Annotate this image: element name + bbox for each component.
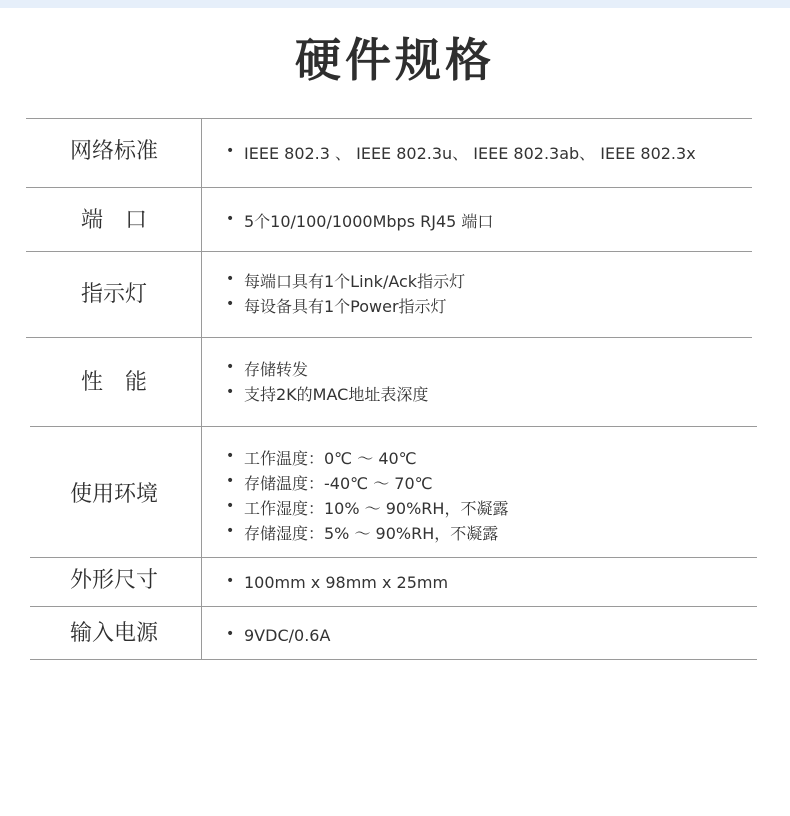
bullet-icon: • [226, 358, 235, 375]
bullet-icon: • [226, 497, 235, 514]
spec-value-text: 支持2K的MAC地址表深度 [244, 385, 429, 404]
spec-value-text: IEEE 802.3 、 IEEE 802.3u、 IEEE 802.3ab、 IEEE 802.3x [244, 144, 696, 163]
bullet-icon: • [226, 625, 235, 642]
spec-label: 指示灯 [80, 282, 147, 307]
spec-value-text: 5个10/100/1000Mbps RJ45 端口 [244, 212, 494, 231]
bullet-icon: • [226, 210, 235, 227]
spec-value-text: 存储温度：-40℃ ～ 70℃ [244, 474, 433, 493]
spec-value-item [226, 470, 508, 495]
row-divider [26, 251, 752, 252]
spec-value-text: 100mm x 98mm x 25mm [244, 573, 449, 592]
spec-label: 网络标准 [69, 139, 158, 164]
row-divider [26, 337, 752, 338]
spec-value-item [226, 570, 448, 595]
spec-values [226, 570, 448, 595]
spec-value-text: 存储转发 [244, 360, 309, 379]
spec-value-text: 存储湿度：5% ～ 90%RH，不凝露 [244, 524, 499, 543]
row-divider [26, 118, 752, 119]
spec-label: 使用环境 [69, 482, 158, 507]
bullet-icon: • [226, 142, 235, 159]
spec-values [226, 140, 696, 165]
spec-value-item [226, 293, 465, 318]
spec-value-item [226, 268, 465, 293]
page-title: 硬件规格 [295, 33, 495, 87]
bullet-icon: • [226, 383, 235, 400]
bullet-icon: • [226, 447, 235, 464]
spec-label: 输入电源 [69, 621, 158, 646]
spec-values [226, 208, 493, 233]
spec-values [226, 623, 330, 648]
spec-label: 性 能 [80, 370, 147, 395]
spec-label: 端 口 [80, 208, 147, 233]
spec-value-item [226, 140, 696, 165]
spec-value-text: 工作温度：0℃ ～ 40℃ [244, 449, 417, 468]
spec-value-item [226, 520, 508, 545]
spec-value-item [226, 445, 508, 470]
row-divider [30, 606, 757, 607]
spec-value-text: 每端口具有1个Link/Ack指示灯 [244, 272, 466, 291]
top-accent-bar [0, 0, 790, 8]
row-divider [30, 557, 757, 558]
spec-value-item [226, 208, 493, 233]
spec-value-item [226, 381, 428, 406]
spec-value-item [226, 495, 508, 520]
spec-value-item [226, 623, 330, 648]
spec-values [226, 268, 465, 318]
bullet-icon: • [226, 522, 235, 539]
row-divider [30, 659, 757, 660]
spec-value-text: 工作湿度：10% ～ 90%RH，不凝露 [244, 499, 509, 518]
spec-value-text: 9VDC/0.6A [244, 626, 331, 645]
spec-value-item [226, 356, 428, 381]
spec-label: 外形尺寸 [69, 568, 158, 593]
bullet-icon: • [226, 572, 235, 589]
bullet-icon: • [226, 472, 235, 489]
spec-value-text: 每设备具有1个Power指示灯 [244, 297, 447, 316]
bullet-icon: • [226, 270, 235, 287]
column-divider [201, 118, 202, 659]
spec-values [226, 356, 428, 406]
row-divider [26, 187, 752, 188]
spec-values [226, 445, 508, 545]
bullet-icon: • [226, 295, 235, 312]
row-divider [30, 426, 757, 427]
